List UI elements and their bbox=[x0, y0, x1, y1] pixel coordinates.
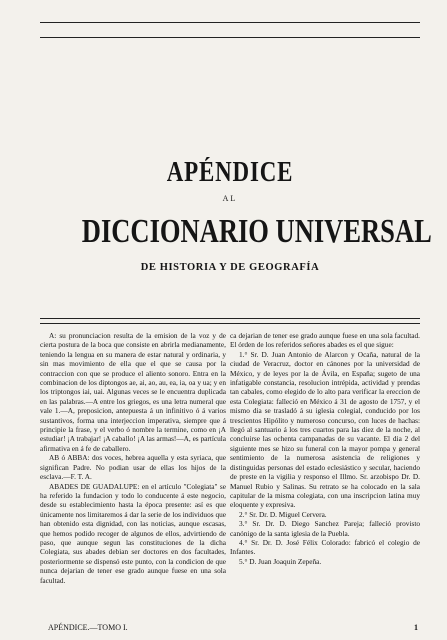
abbot-list-item: 2.° Sr. Dr. D. Miguel Cervera. bbox=[239, 509, 327, 519]
top-rule bbox=[40, 22, 420, 23]
entry-abades-de-guadalupe: ABADES DE GUADALUPE: en el artículo "Colegiata" se ha referido la fundacion y todo lo conducente á este negocio, desde su establecimiento hasta la época presente: así es que únicamente nos limitaremos á dar la serie de los individuos que han obtenido esta dignidad, con las noticias, aunque escasas, que hemos podido recoger de algunos de ellos, advirtiendo de paso, que aunque segun las constituciones de la dicha Colegiata, sus abades debian ser doctores en dos facultades, posteriormente se dispensó este punto, con la condicion de que nunca dejarian de tener ese grado aunque fuese en una sola facultad. bbox=[40, 481, 226, 585]
entry-a: A: su pronunciacion resulta de la emision de la voz y de cierta postura de la boca que consiste en abrirla medianamente, teniendo la lengua en su manera de estar natural y ordinaria, y sin mas movimiento de ella que el que se causa por la contraccion con que se produce el aliento sonoro. Entra en la combinacion de los diptongos ae, ai, ao, au, ea, ia, oa y ua; y en los triptongos iai, uai. Algunas veces se le encuentra duplicada en las palabras.—A entre los griegos, es una letra numeral que vale 1.—A, preposicion, antepuesta á un infinitivo ó á varios sustantivos, forma una interjeccion imperativa, siempre que á principie la frase, y el verbo ó nombre la termine, como en ¡A estudiar! ¡A trabajar! ¡A caballo! ¡A las armas!—A, es partícula afirmativa en á fe de caballero. bbox=[40, 331, 226, 453]
title-block bbox=[40, 157, 432, 274]
footer-volume: APÉNDICE.—TOMO I. bbox=[48, 623, 128, 632]
page-number: 1 bbox=[414, 623, 418, 632]
abbot-list-item: 1.° Sr. D. Juan Antonio de Alarcon y Ocaña, natural de la ciudad de Veracruz, doctor en cánones por la universidad de México, y de leyes por la de Ávila, en España; sugeto de una infatigable constancia, resolucion intrépida, actividad y prendas tan cabales, como elegido de lo alto para verificar la ereccion de esta Colegiata: falleció en México á 31 de agosto de 1757, y el mismo dia se trasladó á su iglesia colegial, conducido por los trescientos Hipólito y numeroso concurso, con luces de hachas: llegó al santuario á los tres cuartos para las diez de la noche, al concluirse las ochenta campanadas de su vacante. El dia 2 del siguiente mes se hizo su funeral con la mayor pompa y general sentimiento de la numerosa asistencia de religiones y distinguidas personas del estado eclesiástico y secular, haciendo de preste en la vigilia y responso el Illmo. Sr. arzobispo Dr. D. Manuel Rubio y Salinas. Su retrato se ha colocado en la sala capitular de la misma colegiata, con una inscripcion latina muy eloquente y expresiva. bbox=[230, 349, 420, 510]
abbot-list-item: 4.° Sr. Dr. D. José Félix Colorado: fabricó el colegio de Infantes. bbox=[230, 537, 420, 557]
page-title: APÉNDICE bbox=[166, 157, 294, 188]
column-intro: ca dejarian de tener ese grado aunque fuese en una sola facultad. El órden de los referidos señores abades es el que sigue: bbox=[230, 331, 420, 350]
right-column bbox=[230, 331, 420, 566]
title-connector: AL bbox=[222, 194, 238, 203]
abbot-list-item: 5.° D. Juan Joaquin Zepeña. bbox=[239, 556, 322, 566]
main-title: DICCIONARIO UNIVERSAL bbox=[81, 213, 432, 250]
subtitle: DE HISTORIA Y DE GEOGRAFÍA bbox=[140, 262, 320, 273]
entry-ab-abba: AB ó ABBA: dos voces, hebrea aquella y esta syriaca, que significan Padre. No podian usar de ellas los hijos de la esclava.—F. T. A. bbox=[40, 453, 226, 482]
section-rule bbox=[40, 318, 420, 319]
abbot-list-item: 3.° Sr. Dr. D. Diego Sanchez Pareja; falleció provisto canónigo de la santa iglesia de la Puebla. bbox=[230, 519, 420, 538]
section-rule-secondary bbox=[40, 323, 420, 324]
top-rule-secondary bbox=[40, 37, 420, 38]
left-column bbox=[40, 331, 226, 585]
